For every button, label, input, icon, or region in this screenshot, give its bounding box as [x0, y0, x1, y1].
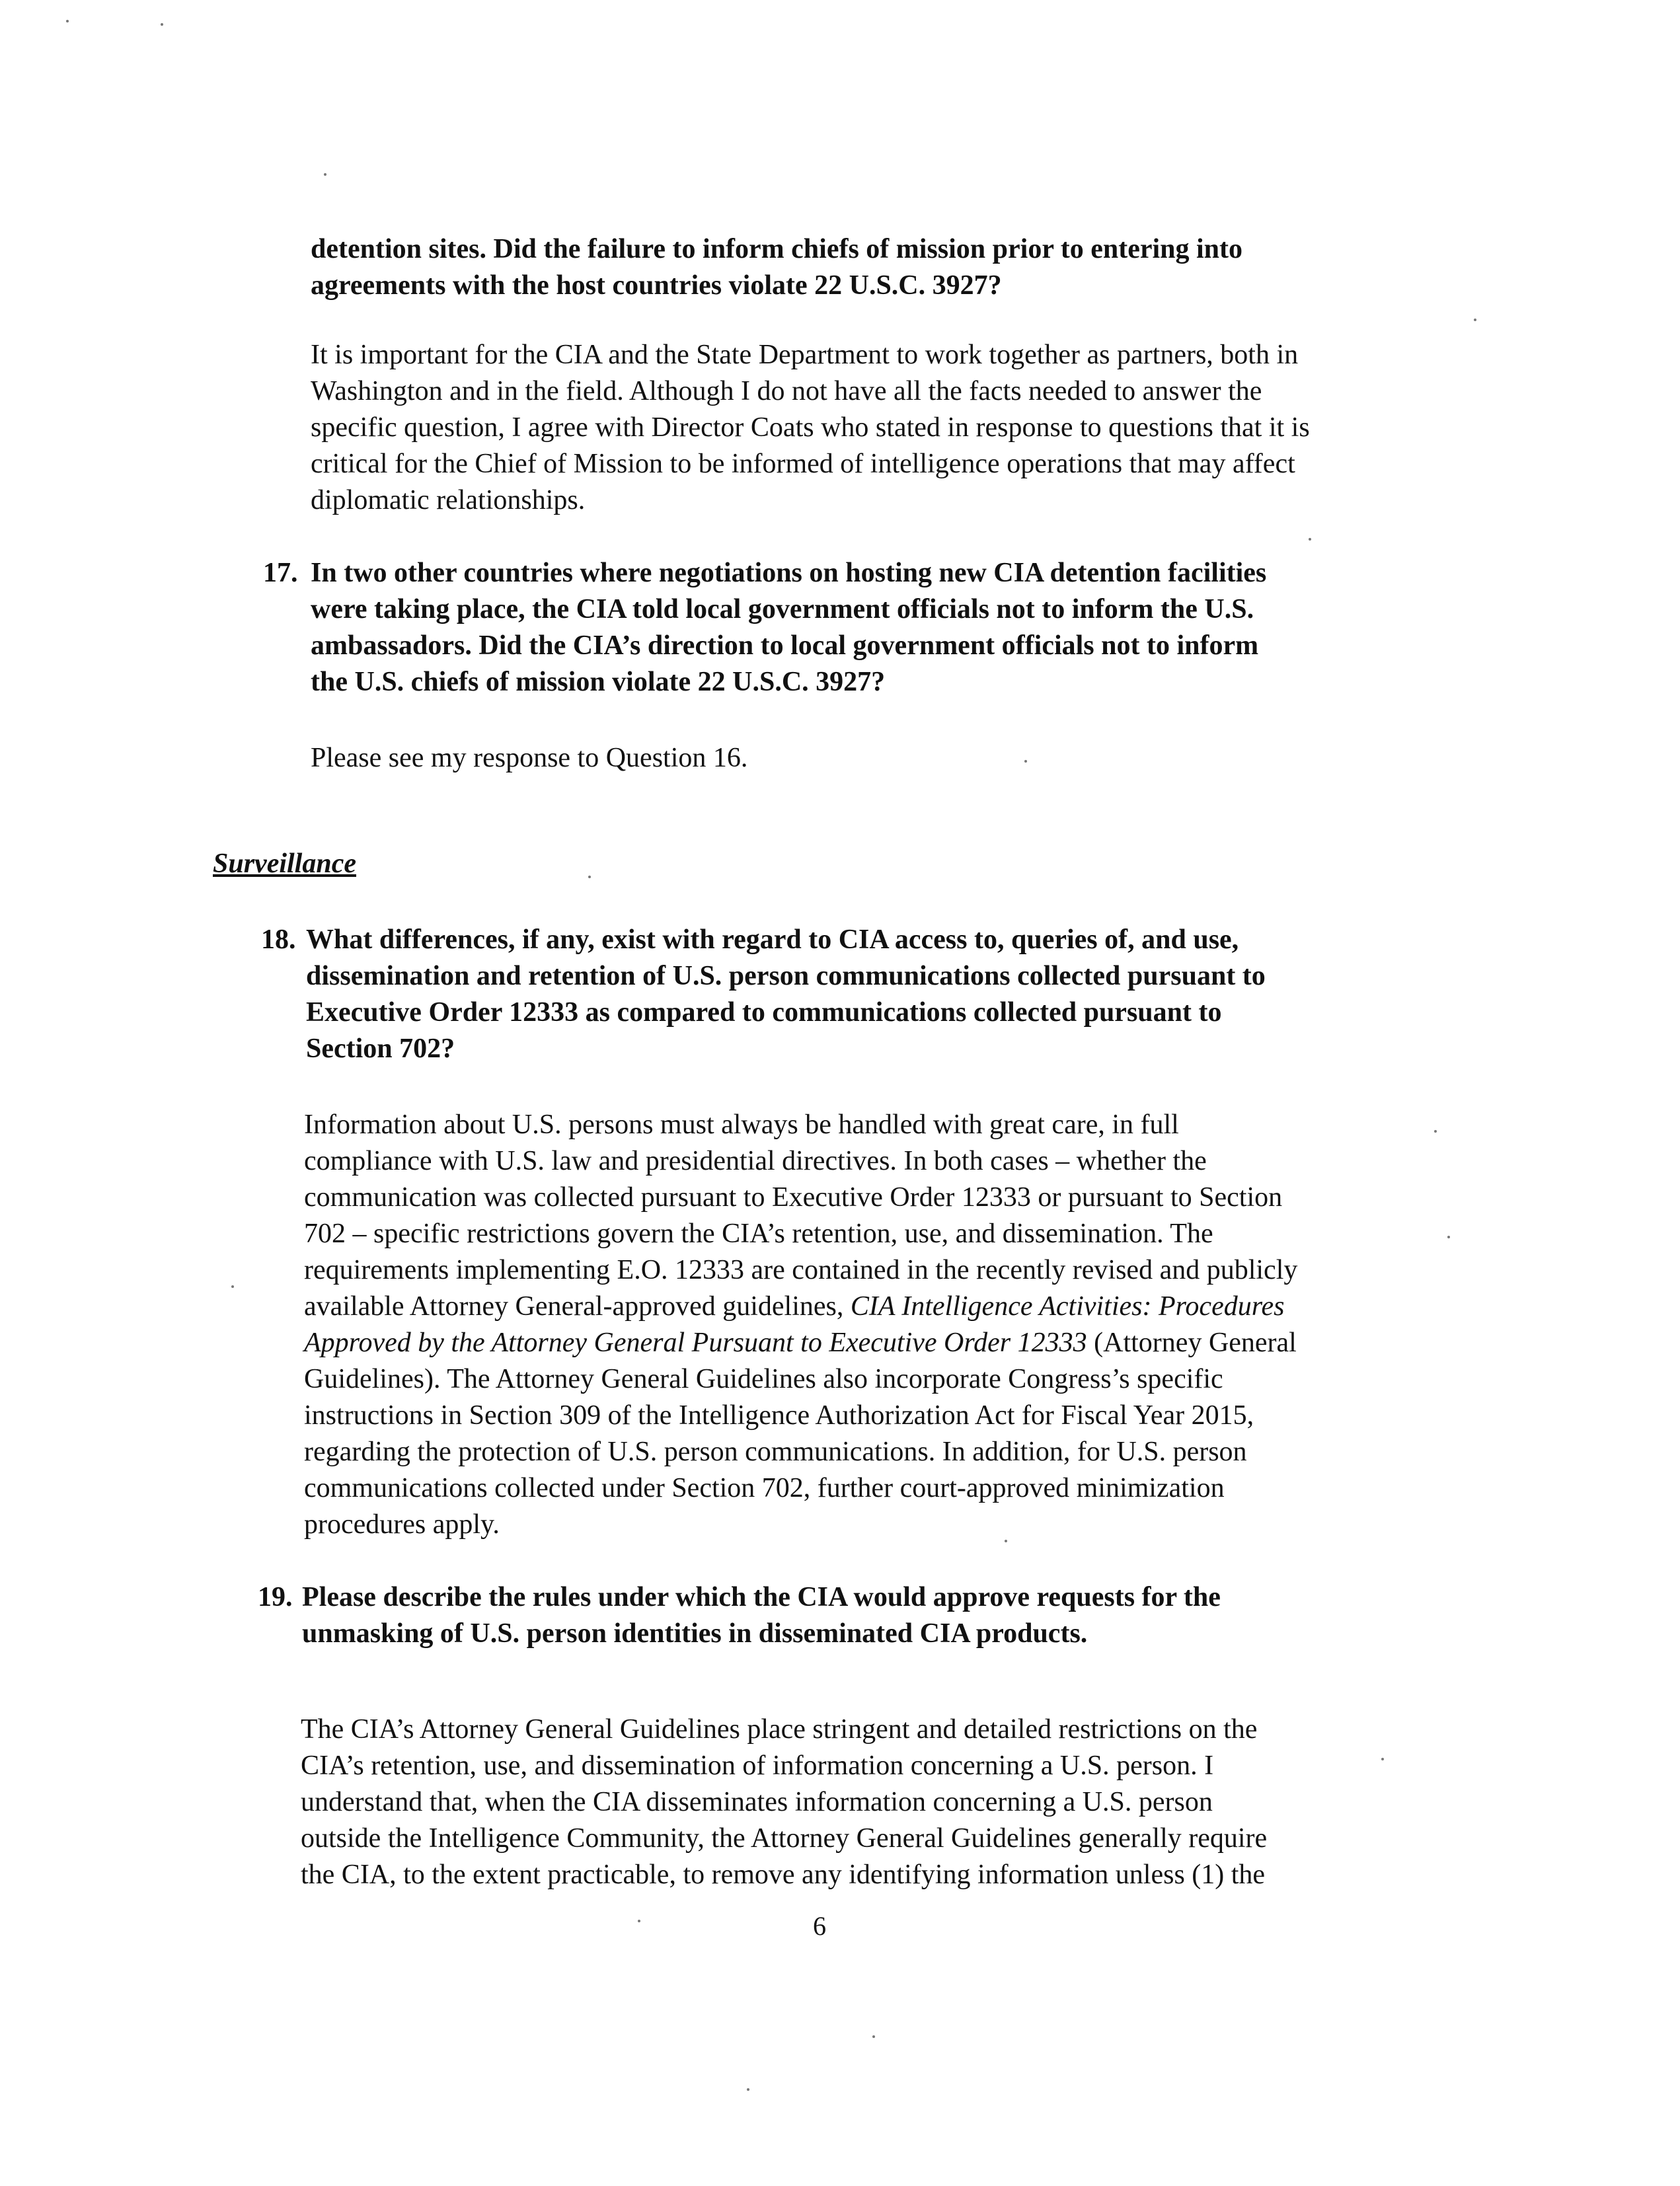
question-16-text: [311, 231, 1566, 304]
text-line: The CIA’s Attorney General Guidelines place stringent and detailed restrictions on the: [301, 1714, 1258, 1745]
document-title-italic: Approved by the Attorney General Pursuant to Executive Order 12333: [304, 1328, 1087, 1358]
text-line: communications collected under Section 702, further court-approved minimization: [304, 1473, 1225, 1503]
text-line: What differences, if any, exist with regard to CIA access to, queries of, and use,: [306, 924, 1239, 955]
scan-speck: [231, 1285, 234, 1288]
scan-speck: [1309, 538, 1311, 541]
answer-19: [301, 1712, 1556, 1893]
text-line: In two other countries where negotiations on hosting new CIA detention facilities: [311, 558, 1267, 588]
answer-17: [311, 740, 1566, 776]
text-line: unmasking of U.S. person identities in disseminated CIA products.: [302, 1618, 1088, 1649]
text-line: Information about U.S. persons must always be handled with great care, in full: [304, 1110, 1179, 1140]
question-19-number: 19.: [258, 1582, 293, 1612]
text-segment: (Attorney General: [1087, 1328, 1297, 1358]
question-19-text: [302, 1579, 1558, 1652]
section-heading-surveillance: Surveillance: [213, 848, 356, 879]
question-18-number: 18.: [261, 924, 296, 955]
text-line: specific question, I agree with Director Coats who stated in response to questions that it is: [311, 412, 1310, 443]
answer-16: [311, 337, 1566, 519]
text-line: outside the Intelligence Community, the Attorney General Guidelines generally require: [301, 1823, 1268, 1854]
document-title-italic: CIA Intelligence Activities: Procedures: [850, 1291, 1285, 1322]
scan-speck: [638, 1920, 640, 1922]
text-line: agreements with the host countries violate 22 U.S.C. 3927?: [311, 270, 1002, 301]
text-line: the U.S. chiefs of mission violate 22 U.S.C. 3927?: [311, 667, 886, 697]
text-line: were taking place, the CIA told local government officials not to inform the U.S.: [311, 594, 1254, 624]
scan-speck: [161, 23, 163, 26]
text-line: [304, 1289, 1560, 1325]
text-line: It is important for the CIA and the State Department to work together as partners, both in: [311, 340, 1299, 370]
text-line: Washington and in the field. Although I do not have all the facts needed to answer the: [311, 376, 1262, 406]
page-number: 6: [813, 1911, 826, 1941]
text-line: 702 – specific restrictions govern the CIA’s retention, use, and dissemination. The: [304, 1219, 1213, 1249]
question-17-number: 17.: [263, 558, 298, 588]
text-line: Section 702?: [306, 1034, 455, 1064]
text-line: requirements implementing E.O. 12333 are contained in the recently revised and publicly: [304, 1255, 1298, 1285]
text-line: Guidelines). The Attorney General Guidelines also incorporate Congress’s specific: [304, 1364, 1223, 1394]
text-line: compliance with U.S. law and presidential directives. In both cases – whether the: [304, 1146, 1207, 1176]
scan-speck: [1474, 319, 1476, 321]
text-line: detention sites. Did the failure to inform chiefs of mission prior to entering into: [311, 234, 1243, 264]
text-line: regarding the protection of U.S. person communications. In addition, for U.S. person: [304, 1437, 1247, 1467]
text-line: critical for the Chief of Mission to be informed of intelligence operations that may affect: [311, 449, 1295, 479]
scan-speck: [747, 2088, 749, 2091]
text-line: Executive Order 12333 as compared to communications collected pursuant to: [306, 997, 1222, 1028]
question-17-text: [311, 555, 1566, 700]
answer-18: [304, 1107, 1560, 1543]
text-line: CIA’s retention, use, and dissemination of information concerning a U.S. person. I: [301, 1751, 1214, 1781]
text-line: dissemination and retention of U.S. person communications collected pursuant to: [306, 961, 1266, 991]
text-segment: available Attorney General-approved guidelines,: [304, 1291, 851, 1322]
scan-speck: [66, 20, 69, 22]
question-18-text: [306, 922, 1562, 1067]
text-line: instructions in Section 309 of the Intelligence Authorization Act for Fiscal Year 2015,: [304, 1400, 1254, 1431]
text-line: ambassadors. Did the CIA’s direction to local government officials not to inform: [311, 630, 1259, 661]
text-line: diplomatic relationships.: [311, 485, 586, 515]
scan-speck: [588, 876, 591, 878]
scan-speck: [872, 2035, 875, 2038]
text-line: understand that, when the CIA disseminates information concerning a U.S. person: [301, 1787, 1213, 1817]
text-line: Please see my response to Question 16.: [311, 743, 748, 773]
text-line: procedures apply.: [304, 1509, 500, 1540]
text-line: communication was collected pursuant to Executive Order 12333 or pursuant to Section: [304, 1182, 1283, 1213]
text-line: Please describe the rules under which the CIA would approve requests for the: [302, 1582, 1221, 1612]
scan-speck: [324, 173, 326, 176]
text-line: [304, 1325, 1560, 1361]
text-line: the CIA, to the extent practicable, to remove any identifying information unless (1) the: [301, 1860, 1266, 1890]
